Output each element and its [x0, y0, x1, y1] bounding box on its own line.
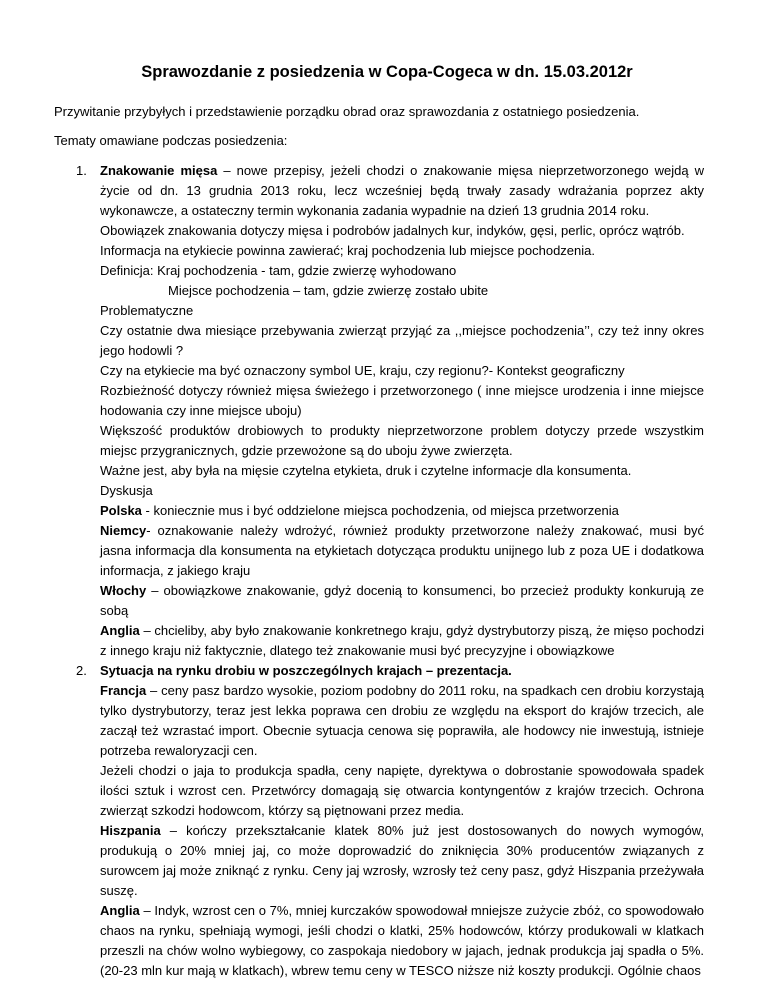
niemcy-paragraph: Niemcy- oznakowanie należy wdrożyć, również produkty przetworzone należy znakować, musi być jasna informacja dla konsumenta na etykietach dotycząca produktu unijnego lub z poza UE i dodatkowa informacja, z jakiego kraju: [100, 523, 704, 578]
anglia-label: Anglia: [100, 623, 140, 638]
intro-paragraph: Przywitanie przybyłych i przedstawienie porządku obrad oraz sprawozdania z ostatniego posiedzenia.: [54, 104, 640, 119]
wlochy-paragraph: Włochy – obowiązkowe znakowanie, gdyż docenią to konsumenci, bo przecież produkty konkurują ze sobą: [100, 583, 704, 618]
czy-dwa-paragraph: Czy ostatnie dwa miesiące przebywania zwierząt przyjąć za ,,miejsce pochodzenia’’, czy też inny okres jego hodowli ?: [100, 323, 704, 358]
anglia-paragraph: Anglia – chcieliby, aby było znakowanie konkretnego kraju, gdyż dystrybutorzy piszą, że mięso pochodzi z innego kraju niż faktycznie, dlatego też znakowanie musi być precyzyjne i obowiązkowe: [100, 623, 704, 658]
definicja-paragraph: Definicja: Kraj pochodzenia - tam, gdzie zwierzę wyhodowano: [100, 263, 457, 278]
dyskusja-paragraph: Dyskusja: [100, 483, 153, 498]
problematyczne-paragraph: Problematyczne: [100, 303, 194, 318]
polska-paragraph: Polska - koniecznie mus i być oddzielone miejsca pochodzenia, od miejsca przetworzenia: [100, 503, 619, 518]
list-number: 2.: [76, 663, 87, 678]
hiszpania-paragraph: Hiszpania – kończy przekształcanie klatek 80% już jest dostosowanych do nowych wymogów, produkują o 20% mniej jaj, co może doprowadzić do zniknięcia 30% producentów związanych z surowcem jaj może zniknąć z rynku. Ceny jaj wzrosły, wzrosły też ceny pasz, gdyż Hiszpania przeżywała suszę.: [100, 823, 704, 898]
item2-heading-paragraph: [100, 661, 704, 681]
czy-symbol-paragraph: Czy na etykiecie ma być oznaczony symbol UE, kraju, czy regionu?- Kontekst geograficzny: [100, 363, 625, 378]
list-item-znakowanie: [76, 161, 704, 661]
anglia2-paragraph: Anglia – Indyk, wzrost cen o 7%, mniej kurczaków spowodował mniejsze zużycie zbóż, co spowodowało chaos na rynku, spełniają wymogi, jeśli chodzi o klatki, 25% hodowców, którzy produkowali w klatkach przeszli na chów wolno wybiegowy, co zaspokaja niedobory w jajach, jednak produkcja jaj spadła o 5%. (20-23 mln kur mają w klatkach), wbrew temu ceny w TESCO niższe niż koszty produkcji. Ogólnie chaos: [100, 903, 704, 978]
topics-list: [76, 161, 704, 981]
item1-heading: Znakowanie mięsa: [100, 163, 218, 178]
informacja-paragraph: Informacja na etykiecie powinna zawierać; kraj pochodzenia lub miejsce pochodzenia.: [100, 243, 595, 258]
list-number: 1.: [76, 163, 87, 178]
miejsce-paragraph: Miejsce pochodzenia – tam, gdzie zwierzę zostało ubite: [168, 283, 489, 298]
niemcy-label: Niemcy: [100, 523, 147, 538]
item2-heading: Sytuacja na rynku drobiu w poszczególnych krajach – prezentacja.: [100, 663, 512, 678]
item1-lead: Znakowanie mięsa – nowe przepisy, jeżeli chodzi o znakowanie mięsa nieprzetworzonego wejdą w życie od dn. 13 grudnia 2013 roku, lecz wcześniej będą trwały zasady wdrażania poprzez akty wykonawcze, a ostateczny termin wykonania zadania wypadnie na dzień 13 grudnia 2014 roku.: [100, 163, 704, 218]
topics-heading: Tematy omawiane podczas posiedzenia:: [54, 133, 288, 148]
list-item-sytuacja: [76, 661, 704, 981]
wiekszosc-paragraph: Większość produktów drobiowych to produkty nieprzetworzone problem dotyczy przede wszystkim miejsc przygranicznych, gdzie przewożone są do uboju żywe zwierzęta.: [100, 423, 704, 458]
document-title: Sprawozdanie z posiedzenia w Copa-Cogeca w dn. 15.03.2012r: [141, 63, 633, 81]
obowiazek-paragraph: Obowiązek znakowania dotyczy mięsa i podrobów jadalnych kur, indyków, gęsi, perlic, oprócz wątrób.: [100, 223, 685, 238]
polska-label: Polska: [100, 503, 142, 518]
hiszpania-label: Hiszpania: [100, 823, 161, 838]
wazne-paragraph: Ważne jest, aby była na mięsie czytelna etykieta, druk i czytelne informacje dla konsumenta.: [100, 463, 632, 478]
wlochy-label: Włochy: [100, 583, 147, 598]
anglia2-label: Anglia: [100, 903, 140, 918]
rozbieznosc-paragraph: Rozbieżność dotyczy również mięsa świeżego i przetworzonego ( inne miejsce urodzenia i inne miejsce hodowania czy inne miejsce uboju): [100, 383, 704, 418]
jaja-paragraph: Jeżeli chodzi o jaja to produkcja spadła, ceny napięte, dyrektywa o dobrostanie spowodowała spadek ilości sztuk i wzrost cen. Przetwórcy domagają się otwarcia kontyngentów z krajów trzecich. Ochrona zwierząt szkodzi hodowcom, którzy są piętnowani przez media.: [100, 763, 704, 818]
francja-label: Francja: [100, 683, 147, 698]
francja-paragraph: Francja – ceny pasz bardzo wysokie, poziom podobny do 2011 roku, na spadkach cen drobiu korzystają tylko dystrybutorzy, teraz jest lekka poprawa cen drobiu ze względu na eksport do krajów trzecich, ale zaczął też wzrastać import. Obecnie sytuacja cenowa się poprawiła, ale hodowcy nie inwestują, istnieje potrzeba rewaloryzacji cen.: [100, 683, 704, 758]
